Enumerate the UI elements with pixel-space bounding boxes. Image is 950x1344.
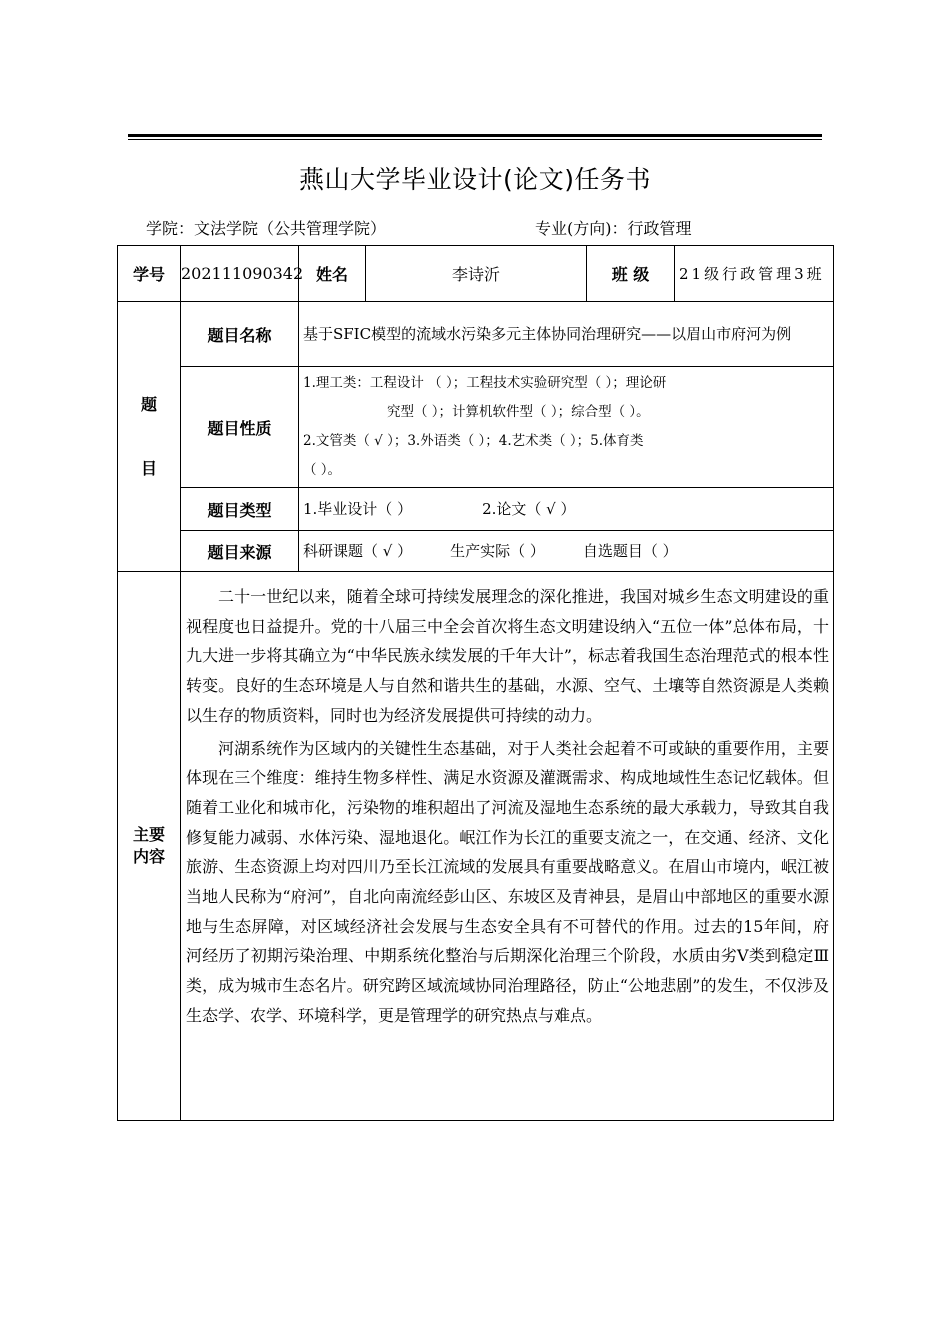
- topic-type-label: 题目类型: [181, 488, 299, 531]
- topic-nature-options: [299, 367, 834, 488]
- document-title: 燕山大学毕业设计(论文)任务书: [298, 165, 651, 194]
- source-option-practice: 生产实际（ ）: [450, 542, 545, 560]
- topic-name-value: 基于SFIC模型的流域水污染多元主体协同治理研究——以眉山市府河为例: [299, 302, 834, 367]
- topic-type-row: [118, 488, 834, 531]
- main-content-label: [118, 572, 181, 1121]
- student-name-label: 姓名: [299, 246, 366, 302]
- topic-section-label: [118, 302, 181, 572]
- content-paragraph-2: 河湖系统作为区域内的关键性生态基础，对于人类社会起着不可或缺的重要作用，主要体现在三个维度：维持生物多样性、满足水资源及灌溉需求、构成地域性生态记忆载体。但随着工业化和城市化，污染物的堆积超出了河流及湿地生态系统的最大承载力，导致其自我修复能力减弱、水体污染、湿地退化。岷江作为长江的重要支流之一，在交通、经济、文化旅游、生态资源上均对四川乃至长江流域的发展具有重要战略意义。在眉山市境内，岷江被当地人民称为“府河”，自北向南流经彭山区、东坡区及青神县，是眉山中部地区的重要水源地与生态屏障，对区域经济社会发展与生态安全具有不可替代的作用。过去的15年间，府河经历了初期污染治理、中期系统化整治与后期深化治理三个阶段，水质由劣Ⅴ类到稳定Ⅲ类，成为城市生态名片。研究跨区域流域协同治理路径，防止“公地悲剧”的发生，不仅涉及生态学、农学、环境科学，更是管理学的研究热点与难点。: [186, 738, 830, 1025]
- class-label: 班 级: [587, 246, 675, 302]
- content-paragraph-1: 二十一世纪以来，随着全球可持续发展理念的深化推进，我国对城乡生态文明建设的重视程度也日益提升。党的十八届三中全会首次将生态文明建设纳入“五位一体”总体布局，十九大进一步将其确立为“中华民族永续发展的千年大计”，标志着我国生态治理范式的根本性转变。良好的生态环境是人与自然和谐共生的基础，水源、空气、土壤等自然资源是人类赖以生存的物质资料，同时也为经济发展提供可持续的动力。: [186, 587, 830, 725]
- top-rule-thin: [128, 139, 822, 140]
- topic-nature-row: [118, 367, 834, 488]
- student-info-row: [118, 246, 834, 302]
- topic-name-row: [118, 302, 834, 367]
- topic-nature-label: 题目性质: [181, 367, 299, 488]
- topic-name-label: 题目名称: [181, 302, 299, 367]
- main-content-text: [181, 572, 834, 1121]
- type-option-design: 1.毕业设计（ ）: [303, 500, 413, 518]
- topic-type-options: [299, 488, 834, 531]
- nature-line-1: 1.理工类：工程设计 （ ）；工程技术实验研究型（ ）；理论研: [303, 375, 667, 391]
- class-value: 21级行政管理3班: [675, 246, 834, 302]
- student-id-label: 学号: [118, 246, 181, 302]
- topic-section-char-2: 目: [140, 458, 157, 478]
- student-id-value: 202111090342: [181, 246, 299, 302]
- college-label: 学院：文法学院（公共管理学院）: [146, 219, 387, 238]
- topic-source-label: 题目来源: [181, 531, 299, 572]
- main-label-line-1: 主要: [132, 825, 165, 844]
- top-rule-thick: [128, 134, 822, 137]
- main-label-line-2: 内容: [132, 847, 165, 866]
- major-label: 专业(方向)：行政管理: [535, 219, 692, 238]
- topic-source-options: [299, 531, 834, 572]
- topic-source-row: [118, 531, 834, 572]
- task-form-table: [117, 245, 834, 1121]
- main-content-row: [118, 572, 834, 1121]
- nature-line-2: 究型（ ）；计算机软件型（ ）；综合型（ ）。: [387, 404, 650, 420]
- student-name-value: 李诗沂: [366, 246, 587, 302]
- source-option-research: 科研课题（ √ ）: [303, 542, 413, 560]
- nature-line-3: 2.文管类（ √ ）；3.外语类（ ）；4.艺术类（ ）；5.体育类: [303, 433, 644, 449]
- nature-line-4: （ ）。: [303, 462, 342, 478]
- source-option-self: 自选题目（ ）: [582, 542, 678, 560]
- type-option-thesis: 2.论文（ √ ）: [482, 500, 576, 518]
- topic-section-char-1: 题: [140, 394, 157, 414]
